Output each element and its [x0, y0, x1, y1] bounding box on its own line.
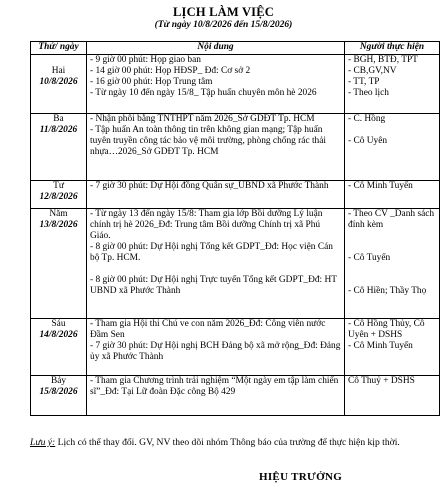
- table-row: [31, 376, 440, 416]
- day-cell: [31, 209, 87, 319]
- person-item: - CB,GV,NV: [348, 66, 397, 76]
- person-item: Cô Thuỷ + DSHS: [348, 376, 415, 386]
- header-people: Người thực hiện: [345, 42, 440, 55]
- note-paragraph: [30, 436, 435, 450]
- day-cell: [31, 319, 87, 376]
- content-cell: [87, 209, 345, 319]
- person-item: - Cô Hồng Thủy, Cô Uyên + DSHS: [348, 319, 425, 340]
- content-item: - Từ ngày 10 đến ngày 15/8_ Tập huấn chuyên môn hè 2026: [90, 88, 317, 98]
- content-item: - 7 giờ 30 phút: Dự Hội đồng Quân sự_UBND xã Phước Thành: [90, 181, 329, 191]
- person-item: - Cô Minh Tuyến: [348, 181, 413, 191]
- schedule-table: [30, 41, 440, 416]
- content-item: - Tập huấn An toàn thông tin trên không gian mạng; Tập huấn tuyên truyền công tác bảo vệ môi trường, phòng chống rác thải nhựa…2026_Sở GDĐT Tp. HCM: [90, 125, 327, 157]
- content-item: - 7 giờ 30 phút: Dự Hội nghị BCH Đảng bộ xã mở rộng_Đđ: Đảng ủy xã Phước Thành: [90, 341, 341, 362]
- header-day: Thứ/ ngày: [31, 42, 87, 55]
- content-item: - Tham gia Chương trình trải nghiệm “Một ngày em tập làm chiến sĩ”_Đđ: Tại Lữ đoàn Đặc công Bộ 429: [90, 376, 339, 397]
- content-item: - Nhận phôi bằng TNTHPT năm 2026_Sở GDĐT Tp. HCM: [90, 114, 315, 124]
- people-cell: [345, 55, 440, 114]
- page-title: LỊCH LÀM VIỆC: [173, 5, 274, 19]
- person-item: - Theo CV _Danh sách đính kèm: [348, 209, 435, 230]
- day-date: 13/8/2026: [39, 220, 78, 230]
- person-item: - Cô Tuyến: [348, 253, 391, 263]
- table-row: [31, 55, 440, 114]
- content-cell: [87, 181, 345, 209]
- content-item: - 16 giờ 00 phút: Họp Trung tâm: [90, 77, 213, 87]
- note-text: Lịch có thể thay đổi. GV, NV theo dõi nhóm Thông báo của trường để thực hiện kịp thời.: [55, 437, 400, 448]
- day-date: 10/8/2026: [39, 77, 78, 87]
- day-cell: [31, 181, 87, 209]
- content-item: - 14 giờ 00 phút: Họp HĐSP_ Đđ: Cơ sở 2: [90, 66, 251, 76]
- person-item: - Theo lịch: [348, 88, 389, 98]
- content-item: - Tham gia Hội thi Chú ve con năm 2026_Đđ: Công viên nước Đầm Sen: [90, 319, 326, 340]
- day-cell: [31, 376, 87, 416]
- table-row: [31, 319, 440, 376]
- day-name: Năm: [49, 209, 68, 219]
- people-cell: [345, 376, 440, 416]
- table-row: [31, 181, 440, 209]
- day-name: Ba: [53, 114, 64, 124]
- day-date: 14/8/2026: [39, 330, 78, 340]
- person-item: - Cô Minh Tuyến: [348, 341, 413, 351]
- signature-title: HIỆU TRƯỞNG: [259, 471, 343, 483]
- date-range-subtitle: (Từ ngày 10/8/2026 đến 15/8/2026): [154, 20, 293, 30]
- person-item: - BGH, BTĐ, TPT: [348, 55, 418, 65]
- note-label: Lưu ý:: [30, 437, 56, 448]
- person-item: - Cô Hiền; Thầy Thọ: [348, 286, 427, 296]
- content-cell: [87, 55, 345, 114]
- content-cell: [87, 376, 345, 416]
- day-name: Bảy: [50, 376, 67, 386]
- day-cell: [31, 55, 87, 114]
- day-date: 15/8/2026: [39, 387, 78, 397]
- day-date: 11/8/2026: [39, 125, 78, 135]
- content-item: - 8 giờ 00 phút: Dự Hội nghị Trực tuyến Tổng kết GDPT_Đđ: HT UBND xã Phước Thành: [90, 275, 337, 296]
- header-content: Nội dung: [87, 42, 345, 55]
- table-row: [31, 114, 440, 181]
- content-cell: [87, 319, 345, 376]
- day-cell: [31, 114, 87, 181]
- day-date: 12/8/2026: [39, 192, 78, 202]
- table-header-row: [31, 42, 440, 55]
- people-cell: [345, 114, 440, 181]
- people-cell: [345, 209, 440, 319]
- people-cell: [345, 181, 440, 209]
- table-row: [31, 209, 440, 319]
- day-name: Tư: [53, 181, 64, 191]
- person-item: - C. Hồng: [348, 114, 386, 124]
- day-name: Sáu: [51, 319, 66, 329]
- content-item: - 8 giờ 00 phút: Dự Hội nghị Tổng kết GDPT_Đđ: Học viện Cán bộ Tp. HCM.: [90, 242, 333, 263]
- content-item: - 9 giờ 00 phút: Họp giao ban: [90, 55, 201, 65]
- person-item: - Cô Uyên: [348, 136, 388, 146]
- content-item: - Từ ngày 13 đến ngày 15/8: Tham gia lớp Bồi dưỡng Lý luận chính trị hè 2026_Đđ: Trung tâm Bồi dưỡng Chính trị xã Phú Giáo.: [90, 209, 323, 241]
- person-item: - TT, TP: [348, 77, 380, 87]
- content-cell: [87, 114, 345, 181]
- people-cell: [345, 319, 440, 376]
- day-name: Hai: [51, 66, 66, 76]
